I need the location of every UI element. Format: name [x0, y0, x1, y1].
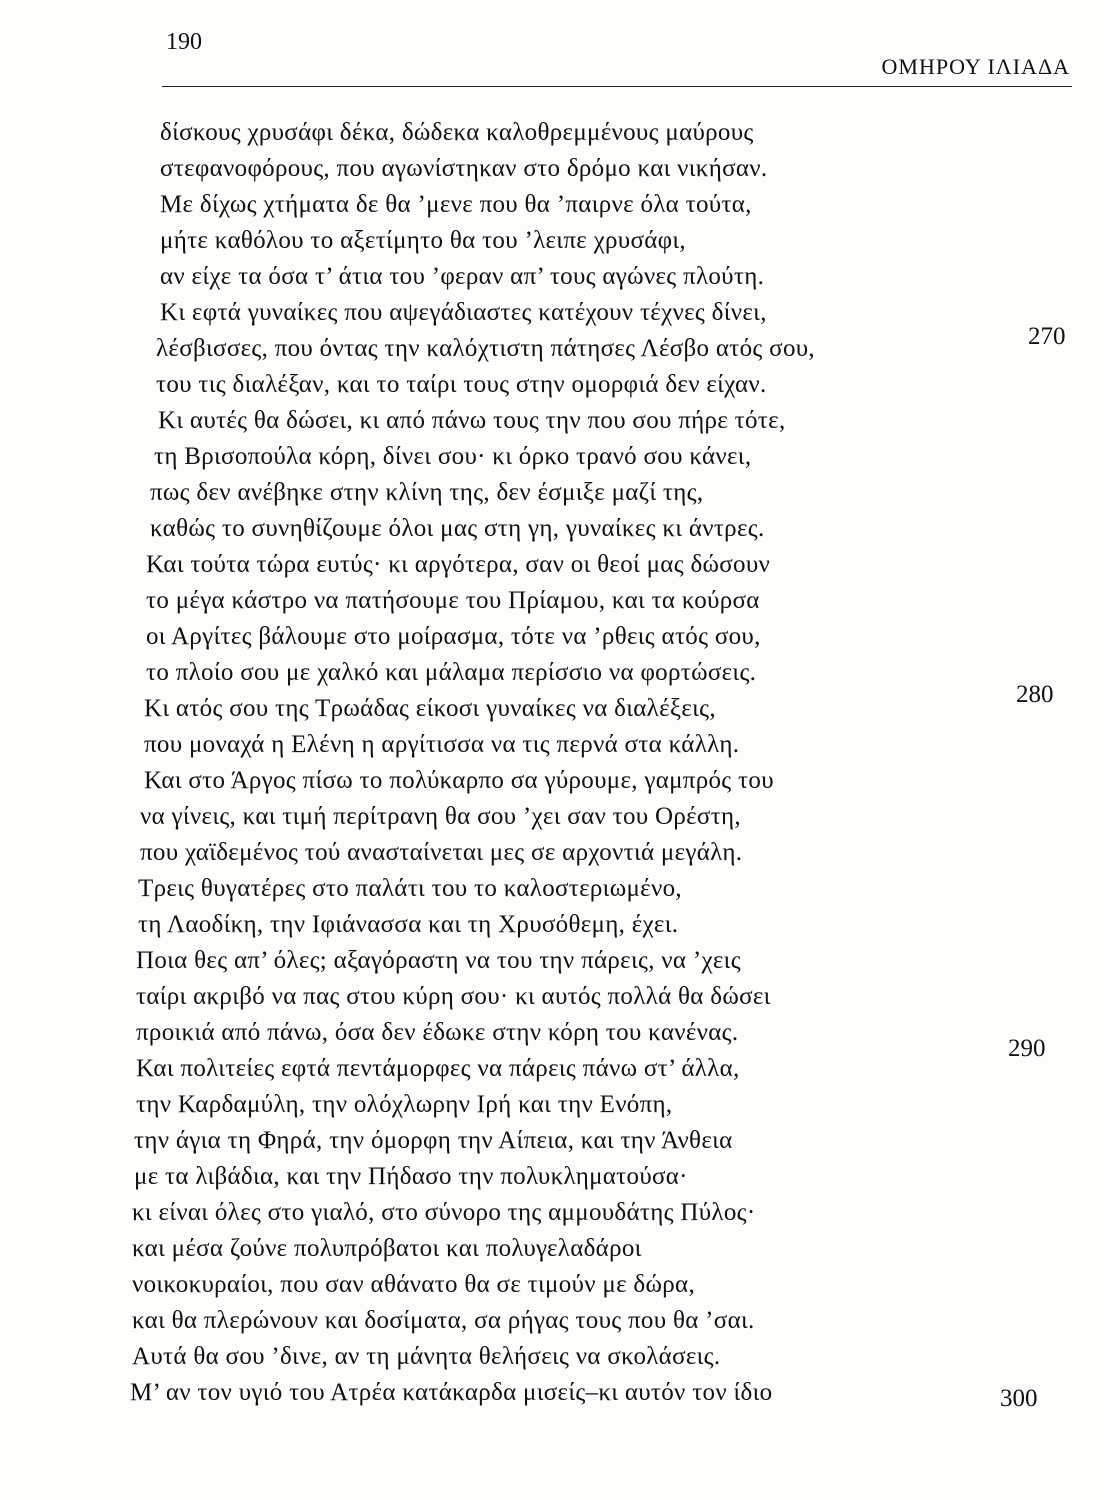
verse-line: την Καρδαμύλη, την ολόχλωρην Ιρή και την Ενόπη, — [136, 1091, 673, 1118]
verse-line: το μέγα κάστρο να πατήσουμε του Πρίαμου, και τα κούρσα — [146, 587, 760, 614]
line-number: 300 — [1000, 1385, 1038, 1412]
verse-line: Τρεις θυγατέρες στο παλάτι του το καλοστεριωμένο, — [138, 875, 682, 902]
verse-line: που χαϊδεμένος τού ανασταίνεται μες σε αρχοντιά μεγάλη. — [140, 839, 743, 866]
verse-line: το πλοίο σου με χαλκό και μάλαμα περίσσιο να φορτώσεις. — [146, 659, 757, 686]
verse-line: τη Λαοδίκη, την Ιφιάνασσα και τη Χρυσόθεμη, έχει. — [138, 911, 679, 938]
verse-line: προικιά από πάνω, όσα δεν έδωκε στην κόρη του κανένας. — [136, 1019, 739, 1046]
verse-line: Και πολιτείες εφτά πεντάμορφες να πάρεις πάνω στ’ άλλα, — [136, 1055, 740, 1082]
verse-line: Και στο Άργος πίσω το πολύκαρπο σα γύρουμε, γαμπρός του — [144, 767, 774, 794]
verse-line: Μ’ αν τον υγιό του Ατρέα κατάκαρδα μισείς–κι αυτόν τον ίδιο — [130, 1379, 773, 1406]
verse-line: Ποια θες απ’ όλες; αξαγόραστη να του την πάρεις, να ’χεις — [136, 947, 741, 974]
verse-line: και θα πλερώνουν και δοσίματα, σα ρήγας τους που θα ’σαι. — [132, 1307, 755, 1334]
verse-line: πως δεν ανέβηκε στην κλίνη της, δεν έσμιξε μαζί της, — [150, 479, 704, 506]
verse-line: τη Βρισοπούλα κόρη, δίνει σου· κι όρκο τρανό σου κάνει, — [154, 443, 752, 470]
line-number: 270 — [1028, 323, 1066, 350]
running-title: ΟΜΗΡΟΥ ΙΛΙΑΔΑ — [881, 54, 1070, 79]
verse-line: ταίρι ακριβό να πας στου κύρη σου· κι αυτός πολλά θα δώσει — [136, 983, 771, 1010]
verse-line: του τις διαλέξαν, και το ταίρι τους στην ομορφιά δεν είχαν. — [156, 371, 767, 398]
verse-line: και μέσα ζούνε πολυπρόβατοι και πολυγελαδάροι — [132, 1235, 642, 1262]
verse-line: κι είναι όλες στο γιαλό, στο σύνορο της αμμουδάτης Πύλος· — [132, 1199, 756, 1226]
verse-line: Κι ατός σου της Τρωάδας είκοσι γυναίκες να διαλέξεις, — [144, 695, 716, 722]
verse-line: νοικοκυραίοι, που σαν αθάνατο θα σε τιμούν με δώρα, — [132, 1271, 695, 1298]
verse-line: Με δίχως χτήματα δε θα ’μενε που θα ’παιρνε όλα τούτα, — [160, 191, 752, 218]
verse-line: στεφανοφόρους, που αγωνίστηκαν στο δρόμο και νικήσαν. — [160, 155, 768, 182]
verse-line: αν είχε τα όσα τ’ άτια του ’φεραν απ’ τους αγώνες πλούτη. — [160, 263, 765, 290]
verse-line: να γίνεις, και τιμή περίτρανη θα σου ’χει σαν του Ορέστη, — [140, 803, 741, 830]
verse-line: Κι εφτά γυναίκες που αψεγάδιαστες κατέχουν τέχνες δίνει, — [160, 299, 767, 326]
verse-line: Και τούτα τώρα ευτύς· κι αργότερα, σαν οι θεοί μας δώσουν — [146, 551, 771, 578]
verse-line: οι Αργίτες βάλουμε στο μοίρασμα, τότε να ’ρθεις ατός σου, — [146, 623, 761, 650]
verse-line: καθώς το συνηθίζουμε όλοι μας στη γη, γυναίκες κι άντρες. — [150, 515, 765, 542]
page-number: 190 — [166, 29, 202, 55]
verse-line: με τα λιβάδια, και την Πήδασο την πολυκληματούσα· — [134, 1163, 688, 1190]
line-number: 290 — [1008, 1035, 1046, 1062]
verse-line: Κι αυτές θα δώσει, κι από πάνω τους την που σου πήρε τότε, — [158, 407, 786, 434]
verse-line: λέσβισσες, που όντας την καλόχτιστη πάτησες Λέσβο ατός σου, — [156, 335, 815, 362]
verse-line: μήτε καθόλου το αξετίμητο θα του ’λειπε χρυσάφι, — [160, 227, 686, 254]
verse-line: που μοναχά η Ελένη η αργίτισσα να τις περνά στα κάλλη. — [144, 731, 740, 758]
line-number: 280 — [1016, 681, 1054, 708]
verse-line: Αυτά θα σου ’δινε, αν τη μάνητα θελήσεις να σκολάσεις. — [132, 1343, 721, 1370]
verse-line: δίσκους χρυσάφι δέκα, δώδεκα καλοθρεμμένους μαύρους — [160, 119, 754, 146]
verse-line: την άγια τη Φηρά, την όμορφη την Αίπεια, και την Άνθεια — [134, 1127, 733, 1154]
